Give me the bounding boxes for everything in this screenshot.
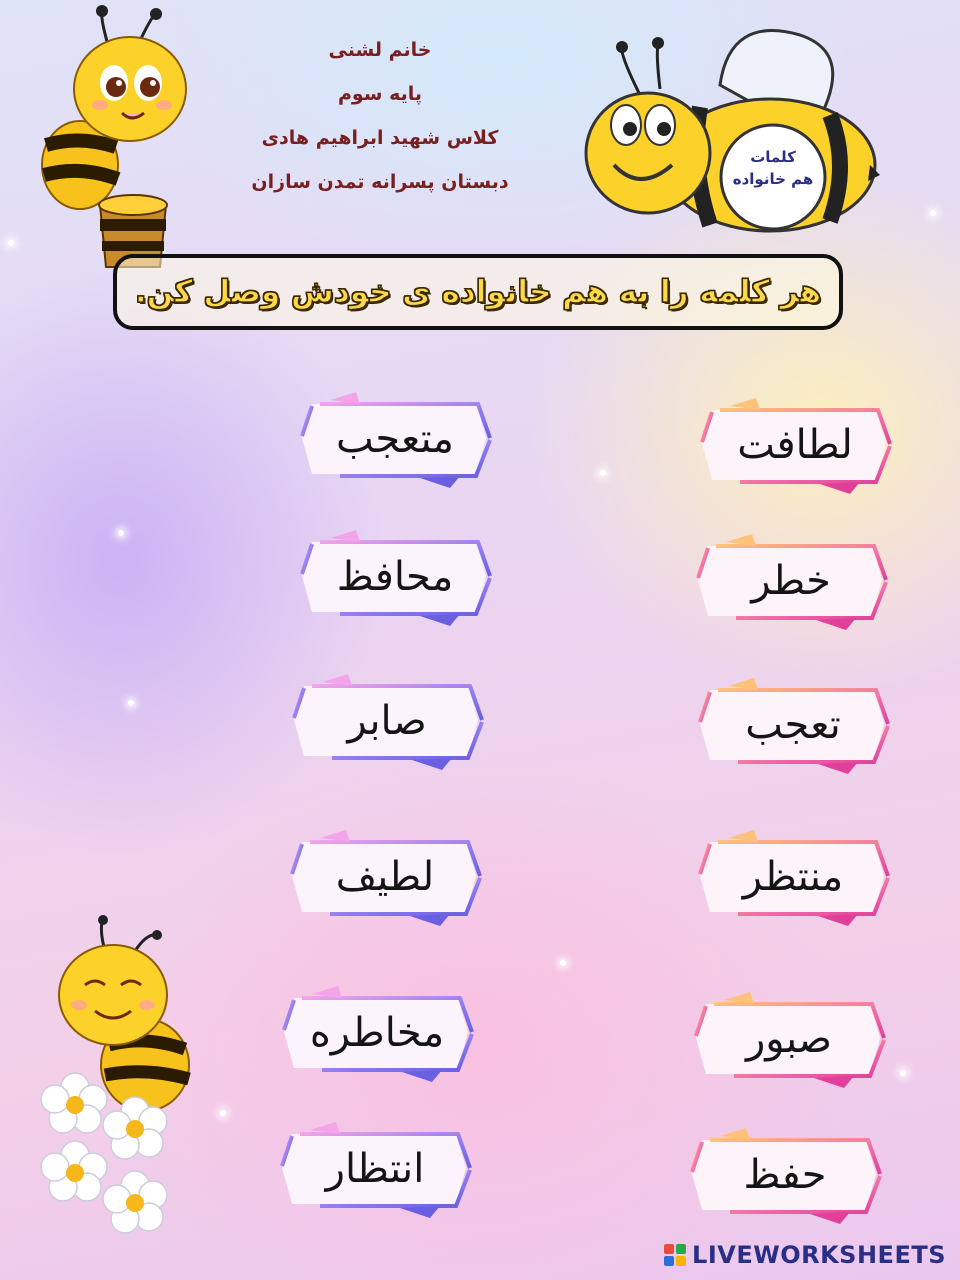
word-card-left-1[interactable] (300, 398, 490, 480)
school-name: دبستان پسرانه تمدن سازان (251, 171, 509, 193)
word-text: محافظ (336, 554, 454, 600)
word-card-right-1[interactable] (700, 404, 890, 486)
school-info (230, 28, 530, 204)
word-text: انتظار (325, 1146, 425, 1192)
sparkle (220, 1110, 226, 1116)
instruction-banner: هر کلمه را به هم خانواده ی خودش وصل کن. (113, 254, 843, 330)
word-card-left-4[interactable] (290, 836, 480, 918)
word-text: صبور (745, 1016, 832, 1062)
word-card-left-5[interactable] (282, 992, 472, 1074)
badge-line-1: کلمات (750, 148, 796, 166)
word-text: خطر (751, 558, 831, 604)
grade-level: پایه سوم (337, 83, 423, 105)
brand-text: LIVEWORKSHEETS (692, 1241, 946, 1269)
bee-with-honey-pot-icon (30, 5, 200, 270)
liveworksheets-logo (664, 1240, 946, 1270)
logo-mark-icon (664, 1244, 686, 1266)
sparkle (930, 210, 936, 216)
word-text: لطافت (737, 422, 853, 468)
word-card-right-4[interactable] (698, 836, 888, 918)
word-card-right-5[interactable] (694, 998, 884, 1080)
sleeping-bee-on-flowers-icon (35, 915, 205, 1235)
sparkle (900, 1070, 906, 1076)
word-text: صابر (347, 698, 427, 744)
word-text: منتظر (742, 854, 844, 900)
word-text: مخاطره (309, 1010, 445, 1056)
sparkle (128, 700, 134, 706)
sparkle (560, 960, 566, 966)
class-name: کلاس شهید ابراهیم هادی (261, 127, 499, 149)
badge-label (723, 146, 823, 190)
teacher-name: خانم لشنی (328, 39, 432, 61)
sparkle (600, 470, 606, 476)
word-card-left-3[interactable] (292, 680, 482, 762)
word-card-right-6[interactable] (690, 1134, 880, 1216)
sparkle (8, 240, 14, 246)
word-card-left-2[interactable] (300, 536, 490, 618)
word-text: حفظ (743, 1152, 827, 1198)
bee-badge-icon (580, 25, 890, 245)
word-card-right-2[interactable] (696, 540, 886, 622)
badge-line-2: هم خانواده (732, 170, 814, 188)
word-text: لطیف (335, 854, 435, 900)
word-card-left-6[interactable] (280, 1128, 470, 1210)
word-text: متعجب (336, 416, 454, 462)
word-text: تعجب (745, 702, 841, 748)
sparkle (118, 530, 124, 536)
word-card-right-3[interactable] (698, 684, 888, 766)
